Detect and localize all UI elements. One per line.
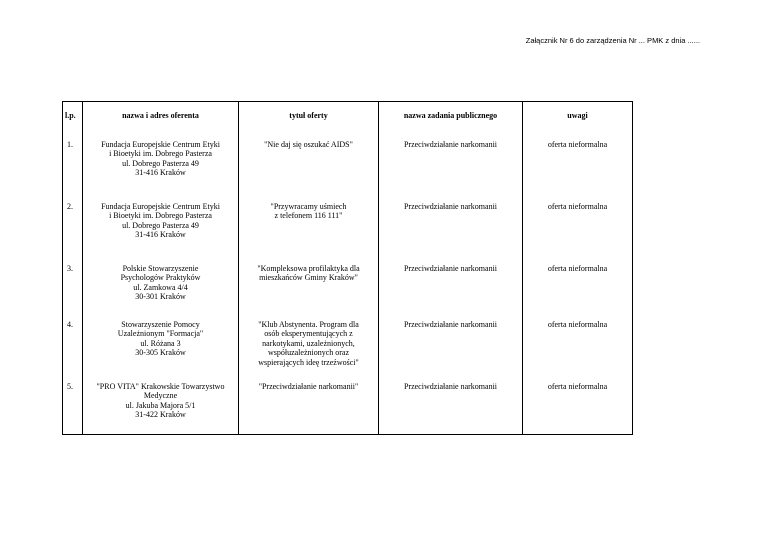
cell-uwagi: oferta nieformalna [523,193,633,255]
oferent-line: 30-301 Kraków [135,292,186,302]
column-header-tytul: tytuł oferty [239,102,379,131]
table-row [63,311,633,373]
cell-uwagi: oferta nieformalna [523,131,633,193]
tytul-line: "Przywracamy uśmiech [270,201,347,211]
tytul-line: "Nie daj się oszukać AIDS" [264,139,353,149]
tytul-line: "Kompleksowa profilaktyka dla [257,263,360,273]
cell-lp: 5. [63,373,83,435]
table-row [63,193,633,255]
cell-tytul [239,373,379,435]
tytul-line: osób eksperymentujących z [264,329,353,339]
oferent-line: 31-416 Kraków [135,168,186,178]
cell-zadanie: Przeciwdziałanie narkomanii [379,255,523,311]
column-header-uwagi: uwagi [523,102,633,131]
tytul-line: wspierających ideę trzeźwości" [258,357,359,367]
column-header-lp: l.p. [63,102,83,131]
offers-table [62,101,633,435]
cell-tytul [239,193,379,255]
cell-tytul [239,255,379,311]
oferent-line: Stowarzyszenie Pomocy [121,319,200,329]
cell-tytul [239,131,379,193]
oferent-line: ul. Zamkowa 4/4 [133,282,188,292]
tytul-line: z telefonem 116 111" [274,211,343,221]
oferent-line: Fundacja Europejskie Centrum Etyki [101,201,220,211]
table-header-row [63,102,633,131]
oferent-line: Medyczne [143,391,178,401]
cell-lp: 2. [63,193,83,255]
cell-lp: 3. [63,255,83,311]
oferent-line: 31-422 Kraków [135,410,186,420]
cell-uwagi: oferta nieformalna [523,373,633,435]
cell-oferent [83,255,239,311]
oferent-line: Polskie Stowarzyszenie [122,263,199,273]
column-header-oferent: nazwa i adres oferenta [83,102,239,131]
cell-lp: 4. [63,311,83,373]
column-header-zadanie: nazwa zadania publicznego [379,102,523,131]
cell-zadanie: Przeciwdziałanie narkomanii [379,373,523,435]
cell-tytul [239,311,379,373]
cell-zadanie: Przeciwdziałanie narkomanii [379,131,523,193]
cell-oferent [83,373,239,435]
oferent-line: 30-305 Kraków [135,348,186,358]
cell-oferent [83,311,239,373]
table-row [63,373,633,435]
oferent-line: ul. Różana 3 [140,338,181,348]
cell-zadanie: Przeciwdziałanie narkomanii [379,311,523,373]
cell-oferent [83,193,239,255]
cell-uwagi: oferta nieformalna [523,311,633,373]
oferent-line: i Bioetyki im. Dobrego Pasterza [109,149,212,159]
tytul-line: "Przeciwdziałanie narkomanii" [258,381,359,391]
oferent-line: 31-416 Kraków [135,230,186,240]
table-row [63,255,633,311]
cell-uwagi: oferta nieformalna [523,255,633,311]
tytul-line: mieszkańców Gminy Kraków" [259,273,358,283]
table-row [63,131,633,193]
oferent-line: ul. Jakuba Majora 5/1 [125,400,196,410]
oferent-line: ul. Dobrego Pasterza 49 [122,158,199,168]
oferent-line: ul. Dobrego Pasterza 49 [122,220,199,230]
oferent-line: Fundacja Europejskie Centrum Etyki [101,139,220,149]
cell-lp: 1. [63,131,83,193]
oferent-line: "PRO VITA" Krakowskie Towarzystwo [96,381,225,391]
cell-oferent [83,131,239,193]
tytul-line: narkotykami, uzależnionych, [262,338,355,348]
attachment-header-note: Załącznik Nr 6 do zarządzenia Nr ... PMK z dnia ...... [525,36,700,45]
cell-zadanie: Przeciwdziałanie narkomanii [379,193,523,255]
oferent-line: Psychologów Praktyków [120,273,201,283]
oferent-line: i Bioetyki im. Dobrego Pasterza [109,211,212,221]
tytul-line: współuzależnionych oraz [267,348,350,358]
oferent-line: Uzależnionym "Formacja" [117,329,204,339]
tytul-line: "Klub Abstynenta. Program dla [258,319,359,329]
